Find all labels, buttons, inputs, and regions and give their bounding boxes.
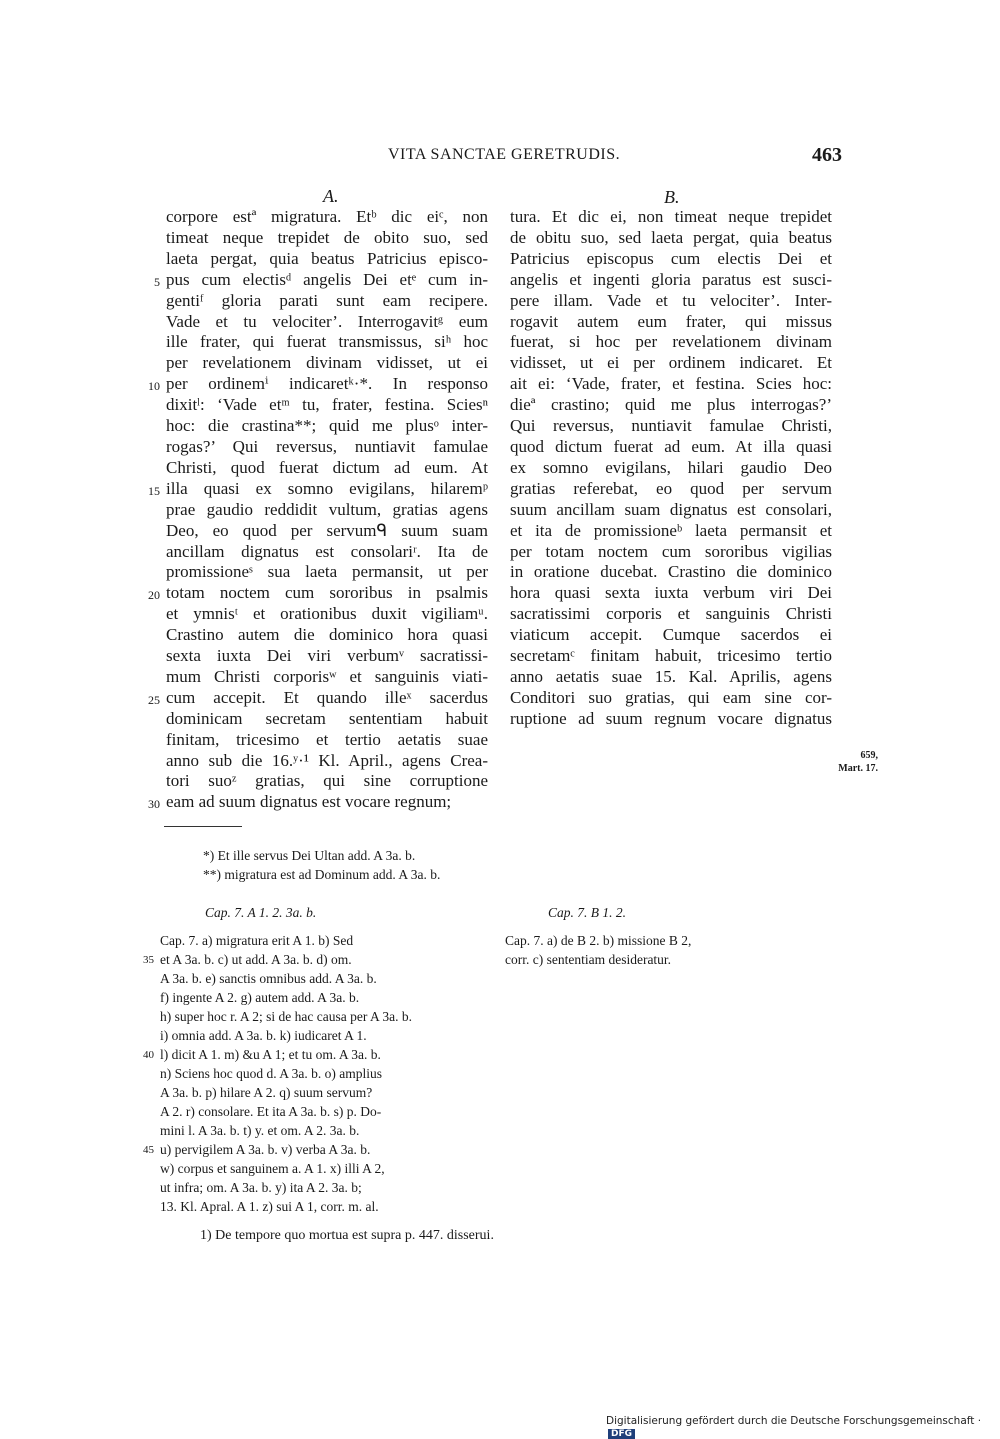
line-text: suum ancillam suam dignatus est consolari, xyxy=(510,499,832,519)
line-text: quod dictum fuerat ad eum. At illa quasi xyxy=(510,436,832,456)
text-line xyxy=(166,228,488,249)
footnote-1: *) Et ille servus Dei Ultan add. A 3a. b. xyxy=(203,848,416,863)
line-text: A 2. r) consolare. Et ita A 3a. b. s) p. Do- xyxy=(160,1104,382,1119)
text-line xyxy=(148,374,488,395)
line-text: u) pervigilem A 3a. b. v) verba A 3a. b. xyxy=(160,1142,371,1157)
text-line xyxy=(166,332,488,353)
text-line xyxy=(510,416,832,437)
text-line xyxy=(510,479,832,500)
line-text: Vade et tu velociter’. Interrogavitᵍ eum xyxy=(166,311,488,331)
line-text: gratias referebat, eo quod per servum xyxy=(510,478,832,498)
line-text: mini l. A 3a. b. t) y. et om. A 2. 3a. b. xyxy=(160,1123,360,1138)
text-line xyxy=(510,249,832,270)
line-text: per totam noctem cum sororibus vigilias xyxy=(510,541,832,561)
line-text: n) Sciens hoc quod d. A 3a. b. o) amplius xyxy=(160,1066,382,1081)
page-number: 463 xyxy=(812,144,842,166)
text-line xyxy=(166,207,488,228)
text-line xyxy=(166,709,488,730)
line-number: 10 xyxy=(148,379,160,394)
text-line xyxy=(148,792,488,813)
line-text: tori suoᶻ gratias, qui sine corruptione xyxy=(166,771,488,791)
text-line xyxy=(166,291,488,312)
line-number: 35 xyxy=(143,954,154,966)
text-line xyxy=(166,542,488,563)
text-line xyxy=(166,751,488,772)
line-text: et ymnisᵗ et orationibus duxit vigiliamᵘ. xyxy=(166,604,488,624)
line-text: pere illam. Vade et tu velociter’. Inter- xyxy=(510,290,832,310)
line-number: 5 xyxy=(154,274,160,289)
apparatus-b xyxy=(505,931,825,969)
text-line xyxy=(166,771,488,792)
line-text: sacratissimi corporis et sanguinis Christi xyxy=(510,604,832,624)
line-number: 20 xyxy=(148,588,160,603)
line-text: sexta iuxta Dei viri verbumᵛ sacratissi- xyxy=(166,646,488,666)
line-text: anno sub die 16.ʸ·¹ Kl. April., agens Crea- xyxy=(166,750,488,770)
line-text: hora quasi sexta iuxta verbum viri Dei xyxy=(510,583,832,603)
text-line xyxy=(160,931,478,950)
text-line xyxy=(154,269,488,291)
text-line xyxy=(166,667,488,688)
text-line xyxy=(166,353,488,374)
text-line xyxy=(510,291,832,312)
line-text: et ita de promissioneᵇ laeta permansit et xyxy=(510,520,832,540)
line-text: Crastino autem die dominico hora quasi xyxy=(166,625,488,645)
line-text: dixitˡ: ‘Vade etᵐ tu, frater, festina. Sciesⁿ xyxy=(166,395,488,415)
text-line xyxy=(166,395,488,416)
text-line xyxy=(510,667,832,688)
footnote-rule xyxy=(164,826,242,827)
text-line xyxy=(148,687,488,709)
line-number: 45 xyxy=(143,1144,154,1156)
line-number: 15 xyxy=(148,483,160,498)
line-text: in oratione ducebat. Crastino die dominico xyxy=(510,562,832,582)
line-text: 13. Kl. Apral. A 1. z) sui A 1, corr. m. al. xyxy=(160,1199,379,1214)
line-text: ancillam dignatus est consolariʳ. Ita de xyxy=(166,541,488,561)
text-line xyxy=(505,931,825,950)
text-line xyxy=(166,500,488,521)
text-line xyxy=(166,458,488,479)
line-text: ille frater, qui fuerat transmissus, siʰ hoc xyxy=(166,332,488,352)
line-text: laeta pergat, quia beatus Patricius episco- xyxy=(166,248,488,268)
text-line xyxy=(160,1121,478,1140)
column-a-text xyxy=(148,207,488,813)
text-line xyxy=(160,1102,478,1121)
text-line xyxy=(510,521,832,542)
text-line xyxy=(510,458,832,479)
line-text: promissioneˢ sua laeta permansit, ut per xyxy=(166,562,488,582)
line-text: secretamᶜ finitam habuit, tricesimo tertio xyxy=(510,646,832,666)
line-text: Christi, quod fuerat dictum ad eum. At xyxy=(166,457,488,477)
margin-date: Mart. 17. xyxy=(838,763,878,774)
line-text: f) ingente A 2. g) autem add. A 3a. b. xyxy=(160,990,360,1005)
line-text: prae gaudio reddidit vultum, gratias agens xyxy=(166,499,488,519)
line-text: tura. Et dic ei, non timeat neque trepidet xyxy=(510,207,832,226)
line-text: corr. c) sententiam desideratur. xyxy=(505,952,672,967)
text-line xyxy=(166,312,488,333)
line-text: et A 3a. b. c) ut add. A 3a. b. d) om. xyxy=(160,952,352,967)
line-text: i) omnia add. A 3a. b. k) iudicaret A 1. xyxy=(160,1028,367,1043)
text-line xyxy=(160,1007,478,1026)
line-text: Patricius episcopus cum electis Dei et xyxy=(510,248,832,268)
line-text: illa quasi ex somno evigilans, hilaremᵖ xyxy=(166,478,488,498)
line-text: A 3a. b. e) sanctis omnibus add. A 3a. b. xyxy=(160,971,377,986)
text-line xyxy=(505,950,825,969)
column-b-label: B. xyxy=(664,187,680,207)
apparatus-a xyxy=(143,931,478,1216)
footnotes-a xyxy=(203,846,440,884)
text-line xyxy=(166,562,488,583)
apparatus-b-heading: Cap. 7. B 1. 2. xyxy=(548,905,627,920)
line-text: timeat neque trepidet de obito suo, sed xyxy=(166,227,488,247)
footnote-2: **) migratura est ad Dominum add. A 3a. b. xyxy=(203,867,441,882)
line-text: ait ei: ‘Vade, frater, et festina. Scies hoc: xyxy=(510,374,832,394)
text-line xyxy=(510,395,832,416)
text-line xyxy=(143,950,478,969)
text-line xyxy=(160,1197,478,1216)
text-line xyxy=(166,730,488,751)
line-text: Conditori suo gratias, qui eam sine cor- xyxy=(510,687,832,707)
line-text: angelis et ingenti gloria paratus est susci- xyxy=(510,269,832,289)
line-text: anno aetatis suae 15. Kal. Aprilis, agens xyxy=(510,666,832,686)
text-line xyxy=(166,625,488,646)
column-a-label: A. xyxy=(323,186,339,206)
text-line xyxy=(510,646,832,667)
text-line xyxy=(160,1064,478,1083)
text-line xyxy=(160,1178,478,1197)
line-text: corpore estª migratura. Etᵇ dic eiᶜ, non xyxy=(166,207,488,226)
line-text: cum accepit. Et quando illeˣ sacerdus xyxy=(166,687,488,707)
text-line xyxy=(510,562,832,583)
text-line xyxy=(510,688,832,709)
line-text: Cap. 7. a) migratura erit A 1. b) Sed xyxy=(160,933,354,948)
text-line xyxy=(160,1083,478,1102)
dfg-logo: DFG xyxy=(608,1429,635,1439)
line-text: rogas?’ Qui reversus, nuntiavit famulae xyxy=(166,436,488,456)
text-line xyxy=(510,332,832,353)
text-line xyxy=(148,478,488,500)
line-text: ruptione ad suum regnum vocare dignatus xyxy=(510,708,832,728)
line-text: dieª crastino; quid me plus interrogas?’ xyxy=(510,395,832,415)
line-text: pus cum electisᵈ angelis Dei etᵉ cum in- xyxy=(166,269,488,289)
text-line xyxy=(166,416,488,437)
text-line xyxy=(166,521,488,542)
line-text: h) super hoc r. A 2; si de hac causa per A 3a. b. xyxy=(160,1009,412,1024)
line-text: l) dicit A 1. m) &u A 1; et tu om. A 3a. b. xyxy=(160,1047,381,1062)
line-text: Cap. 7. a) de B 2. b) missione B 2, xyxy=(505,933,692,948)
text-line xyxy=(166,249,488,270)
text-line xyxy=(510,625,832,646)
line-text: mum Christi corporisʷ et sanguinis viati- xyxy=(166,666,488,686)
text-line xyxy=(160,1159,478,1178)
running-title: VITA SANCTAE GERETRUDIS. xyxy=(388,146,621,163)
text-line xyxy=(160,1026,478,1045)
line-text: per revelationem divinam vidisset, ut ei xyxy=(166,353,488,373)
text-line xyxy=(143,1045,478,1064)
text-line xyxy=(510,604,832,625)
text-line xyxy=(143,1140,478,1159)
text-line xyxy=(148,583,488,604)
line-text: w) corpus et sanguinem a. A 1. x) illi A 2, xyxy=(160,1161,385,1176)
line-text: ex somno evigilans, hilari gaudio Deo xyxy=(510,457,832,477)
text-line xyxy=(510,228,832,249)
text-line xyxy=(510,437,832,458)
line-text: gentiᶠ gloria parati sunt eam recipere. xyxy=(166,290,488,310)
text-line xyxy=(510,353,832,374)
line-text: Qui reversus, nuntiavit famulae Christi, xyxy=(510,416,832,436)
text-line xyxy=(510,542,832,563)
text-line xyxy=(510,709,832,730)
line-text: viaticum accepit. Cumque sacerdos ei xyxy=(510,625,832,645)
line-number: 25 xyxy=(148,692,160,707)
line-text: per ordinemⁱ indicaretᵏ·*. In responso xyxy=(166,374,488,394)
line-text: Deo, eo quod per servumᑫ suum suam xyxy=(166,520,488,540)
text-line xyxy=(166,437,488,458)
footer-text: Digitalisierung gefördert durch die Deutsche Forschungsgemeinschaft · xyxy=(606,1415,982,1427)
text-line xyxy=(510,374,832,395)
margin-date-note xyxy=(828,749,878,775)
line-text: finitam, tricesimo et tertio aetatis suae xyxy=(166,729,488,749)
text-line xyxy=(510,207,832,228)
text-line xyxy=(160,969,478,988)
text-line xyxy=(166,646,488,667)
margin-year: 659, xyxy=(860,750,878,761)
line-text: eam ad suum dignatus est vocare regnum; xyxy=(166,792,452,812)
line-text: de obitu suo, sed laeta pergat, quia beatus xyxy=(510,227,832,247)
column-b-text xyxy=(510,207,832,730)
line-text: fuerat, si hoc per revelationem divinam xyxy=(510,332,832,352)
line-text: vidisset, ut ei per ordinem indicaret. Et xyxy=(510,353,832,373)
text-line xyxy=(166,604,488,625)
text-line xyxy=(510,583,832,604)
line-number: 40 xyxy=(143,1049,154,1061)
text-line xyxy=(510,312,832,333)
line-number: 30 xyxy=(148,797,160,812)
line-text: rogavit autem eum frater, qui missus xyxy=(510,311,832,331)
source-note: 1) De tempore quo mortua est supra p. 447. disserui. xyxy=(200,1228,494,1243)
text-line xyxy=(510,270,832,291)
text-line xyxy=(160,988,478,1007)
apparatus-a-heading: Cap. 7. A 1. 2. 3a. b. xyxy=(205,905,317,920)
line-text: dominicam secretam sententiam habuit xyxy=(166,708,488,728)
text-line xyxy=(510,500,832,521)
line-text: hoc: die crastina**; quid me plusᵒ inter- xyxy=(166,416,488,436)
line-text: A 3a. b. p) hilare A 2. q) suum servum? xyxy=(160,1085,373,1100)
digitization-footer xyxy=(606,1415,1000,1439)
line-text: totam noctem cum sororibus in psalmis xyxy=(166,583,488,603)
line-text: ut infra; om. A 3a. b. y) ita A 2. 3a. b; xyxy=(160,1180,362,1195)
